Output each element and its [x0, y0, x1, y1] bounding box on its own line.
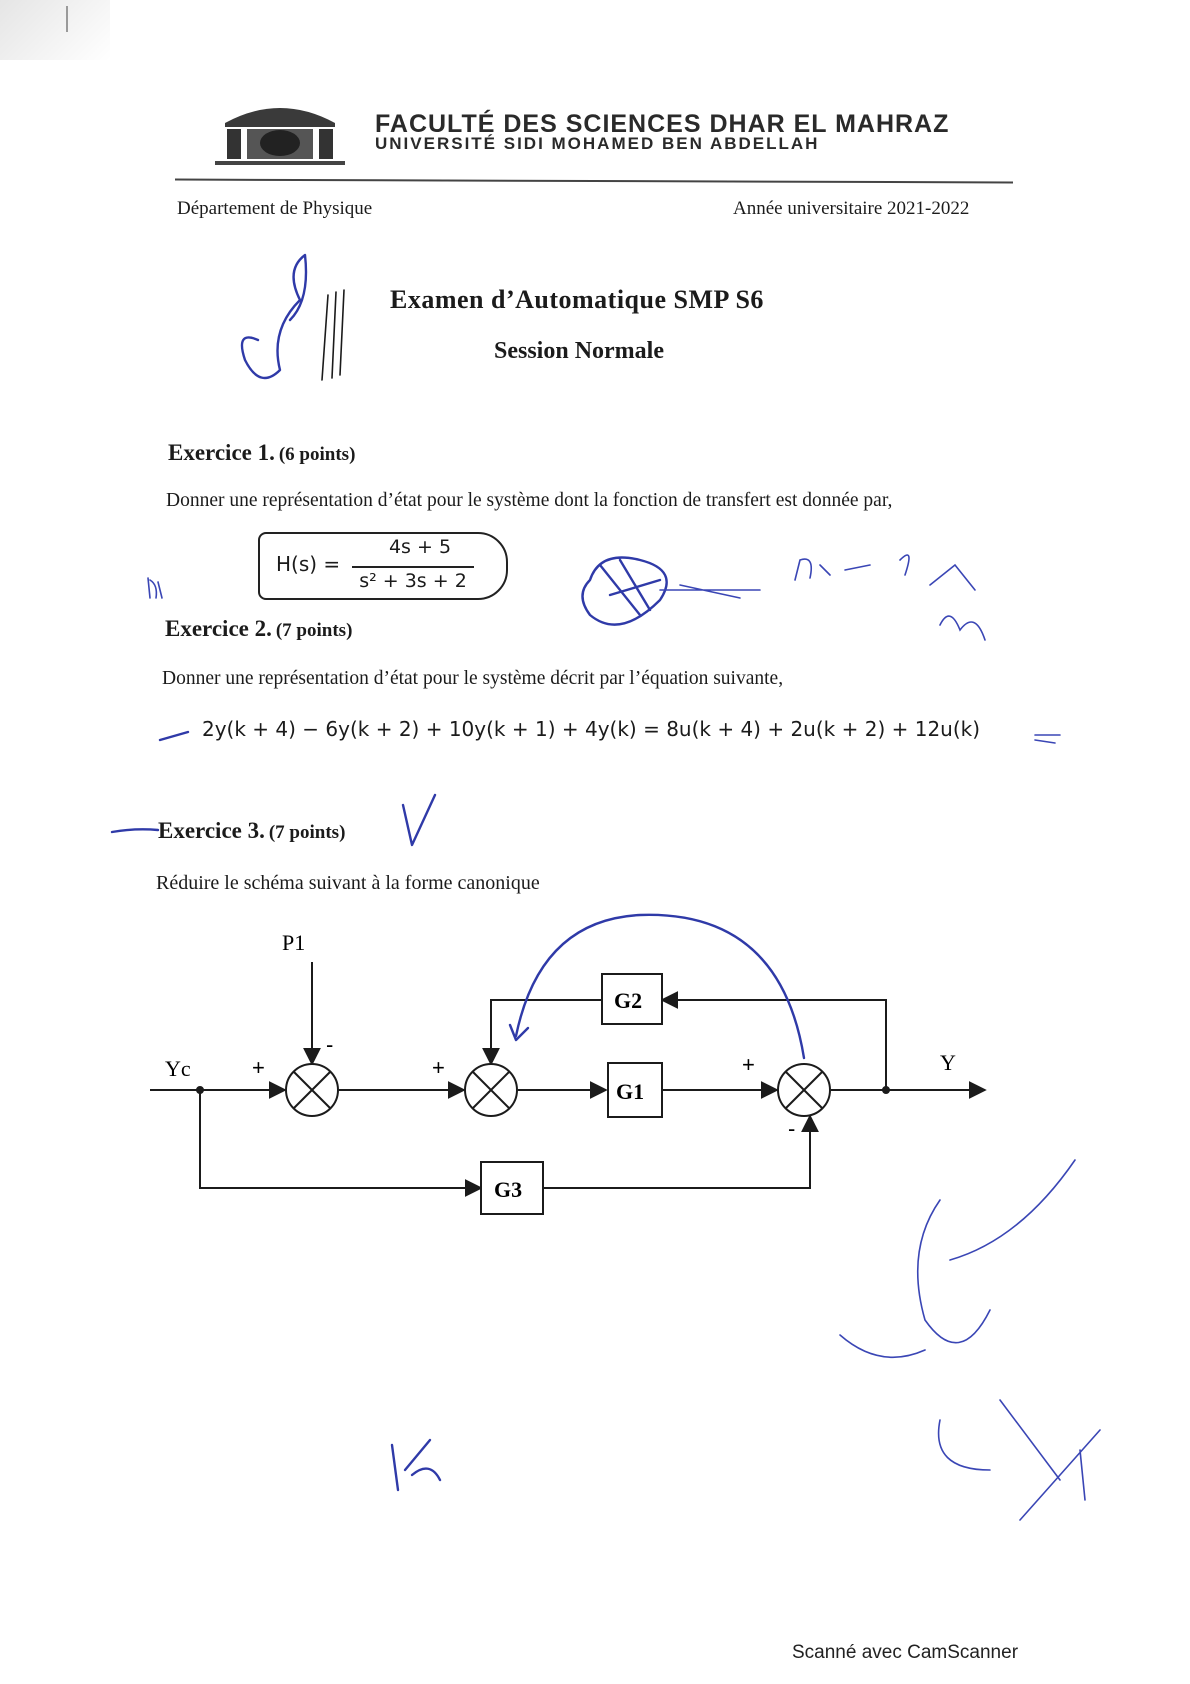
university-name: UNIVERSITÉ SIDI MOHAMED BEN ABDELLAH — [375, 134, 820, 153]
exercise-1-title: Exercice 1. — [168, 440, 275, 465]
summing-junction-3 — [778, 1064, 830, 1116]
disturbance-label: P1 — [282, 930, 306, 955]
transfer-function-lhs: H(s) = — [276, 552, 341, 576]
exercise-2-points: (7 points) — [275, 620, 353, 641]
exercise-2-title: Exercice 2. — [165, 616, 272, 641]
block-g1-label: G1 — [616, 1079, 645, 1104]
signal-line-feedforward-g3 — [200, 1090, 481, 1188]
exercise-1-statement: Donner une représentation d’état pour le système dont la fonction de transfert est donnée par, — [166, 490, 893, 511]
summing-junction-2 — [465, 1064, 517, 1116]
output-label: Y — [940, 1050, 956, 1075]
exercise-3-title: Exercice 3. — [158, 818, 265, 843]
signal-line-g3-sum3 — [543, 1116, 810, 1188]
input-label: Yc — [165, 1056, 191, 1081]
sign-sum3-bottom: - — [788, 1116, 796, 1141]
faculty-name: FACULTÉ DES SCIENCES DHAR EL MAHRAZ — [375, 110, 950, 138]
exam-title: Examen d’Automatique SMP S6 — [390, 285, 764, 314]
exercise-1-points: (6 points) — [278, 444, 356, 465]
transfer-function-denominator: s² + 3s + 2 — [359, 570, 467, 592]
signal-line-g2-sum2 — [491, 1000, 602, 1064]
academic-year: Année universitaire 2021-2022 — [733, 198, 970, 219]
department: Département de Physique — [177, 198, 373, 219]
exercise-3-points: (7 points) — [268, 822, 346, 843]
summing-junction-1 — [286, 1064, 338, 1116]
difference-equation: 2y(k + 4) − 6y(k + 2) + 10y(k + 1) + 4y(k) = 8u(k + 4) + 2u(k + 2) + 12u(k) — [202, 717, 981, 741]
block-g3-label: G3 — [494, 1177, 523, 1202]
session-label: Session Normale — [494, 338, 664, 364]
sign-sum3-input: + — [742, 1052, 755, 1077]
exercise-3-statement: Réduire le schéma suivant à la forme canonique — [156, 872, 540, 894]
signal-line-feedback-g2 — [662, 1000, 886, 1090]
transfer-function-numerator: 4s + 5 — [388, 536, 452, 558]
scanner-watermark: Scanné avec CamScanner — [792, 1642, 1019, 1663]
sign-sum2-input: + — [432, 1055, 445, 1080]
block-g2-label: G2 — [614, 988, 643, 1013]
sign-sum1-input: + — [252, 1055, 265, 1080]
sign-sum1-disturbance: - — [326, 1032, 334, 1057]
exercise-2-statement: Donner une représentation d’état pour le système décrit par l’équation suivante, — [162, 668, 784, 689]
